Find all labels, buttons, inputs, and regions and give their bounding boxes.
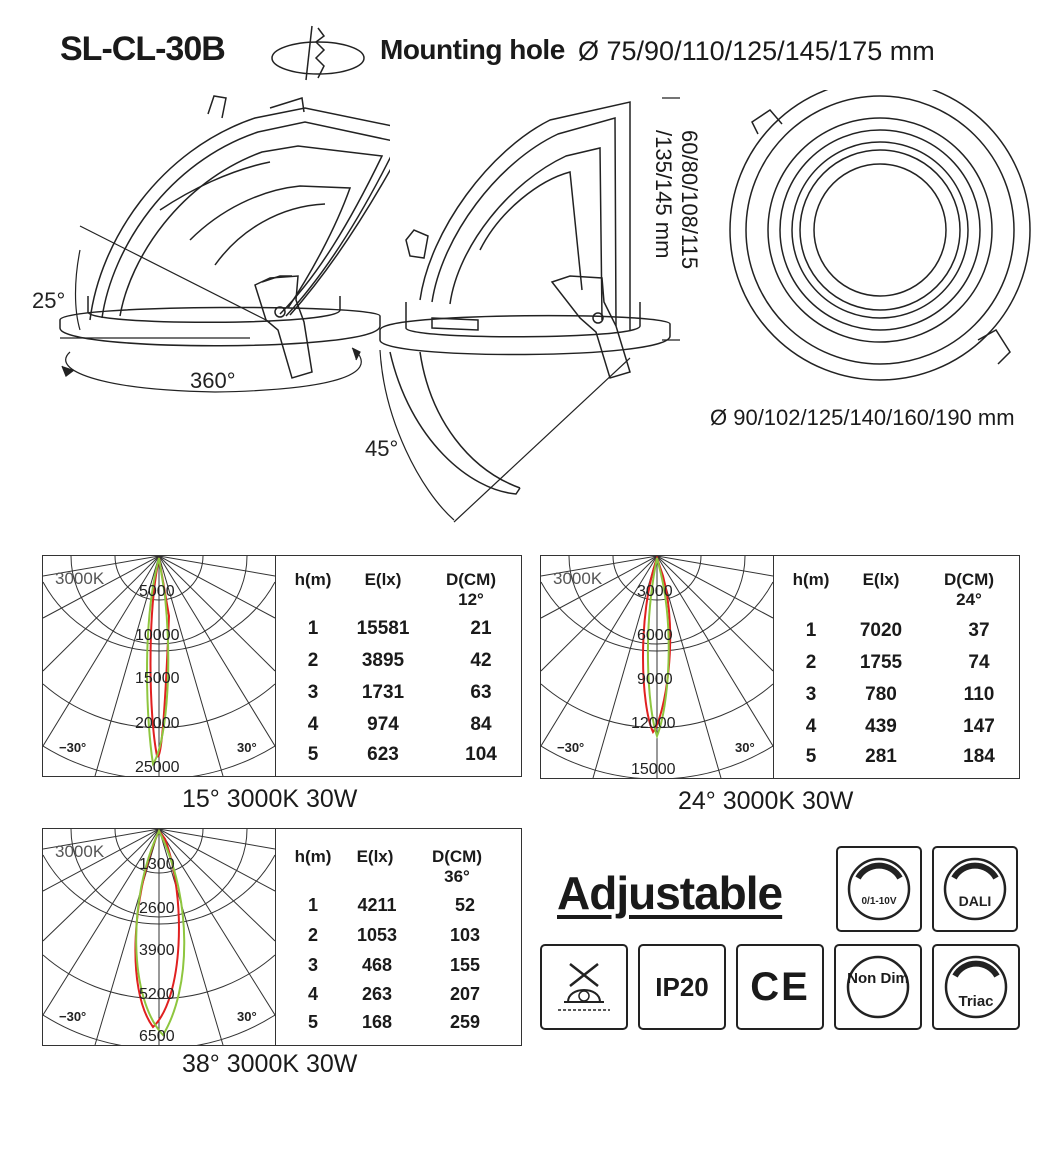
polar-chart-15 xyxy=(43,556,276,776)
triac-dial-icon xyxy=(934,946,1018,1028)
header-beam: 12° xyxy=(458,590,484,609)
tilt-angle-label: 25° xyxy=(32,288,66,313)
cell-h: 2 xyxy=(307,925,318,945)
left-angle-label: −30° xyxy=(59,740,87,755)
cell-e: 281 xyxy=(865,746,897,767)
table-body xyxy=(291,618,513,774)
cell-e: 4211 xyxy=(357,895,397,915)
swivel-view-drawing xyxy=(370,90,680,530)
dimming-010v-badge xyxy=(836,846,922,932)
cell-d: 104 xyxy=(465,744,497,765)
table-row xyxy=(789,620,1011,652)
ring-label: 6000 xyxy=(637,627,673,644)
mounting-hole-value: Ø 75/90/110/125/145/175 mm xyxy=(578,36,935,66)
ring-label: 5200 xyxy=(139,986,175,1003)
right-angle-label: 30° xyxy=(735,740,755,755)
height-dimension: 60/80/108/115 /135/145 mm xyxy=(651,130,702,270)
header-d: D(CM) xyxy=(445,570,497,589)
table-row xyxy=(291,744,513,774)
mounting-hole-icon xyxy=(268,22,378,82)
header-beam: 24° xyxy=(956,590,982,609)
table-row xyxy=(789,684,1011,716)
cct-label: 3000K xyxy=(553,569,603,588)
table-body xyxy=(291,895,513,1040)
non-dim-circle-icon xyxy=(836,946,920,1028)
table-row xyxy=(291,1012,513,1040)
cell-h: 5 xyxy=(307,1012,318,1032)
cell-d: 52 xyxy=(454,895,476,915)
cell-e: 3895 xyxy=(361,650,405,671)
cell-h: 2 xyxy=(307,650,319,671)
mounting-hole-label: Mounting hole xyxy=(380,34,565,65)
panel-caption: 38° 3000K 30W xyxy=(182,1050,358,1078)
cell-e: 168 xyxy=(361,1012,393,1032)
ring-label: 2600 xyxy=(139,900,175,917)
triac-badge xyxy=(932,944,1020,1030)
ce-badge xyxy=(736,944,824,1030)
cell-d: 147 xyxy=(963,716,995,737)
badge-triac-text: Triac xyxy=(958,993,994,1010)
cell-d: 21 xyxy=(470,618,492,639)
panel-caption: 24° 3000K 30W xyxy=(678,787,854,815)
polar-chart-24 xyxy=(541,556,774,778)
left-angle-label: −30° xyxy=(557,740,585,755)
cell-e: 1053 xyxy=(356,925,398,945)
cell-h: 1 xyxy=(307,618,319,639)
non-dim-badge xyxy=(834,944,922,1030)
no-insulation-cover-icon xyxy=(542,946,626,1028)
cell-h: 1 xyxy=(307,895,318,915)
cell-h: 5 xyxy=(805,746,817,767)
cell-e: 974 xyxy=(367,714,399,735)
table-row xyxy=(291,984,513,1012)
header-d: D(CM) xyxy=(431,847,483,866)
badge-dali-text: DALI xyxy=(958,893,992,909)
cell-e: 439 xyxy=(865,716,897,737)
ring-label: 20000 xyxy=(135,715,180,732)
photometric-panel-38 xyxy=(42,828,522,1046)
ring-label: 12000 xyxy=(631,715,676,732)
cell-e: 780 xyxy=(865,684,897,705)
ring-label: 15000 xyxy=(135,670,180,687)
cell-e: 1731 xyxy=(361,682,405,703)
badge-010v-text: 0/1-10V xyxy=(861,896,897,907)
swivel-angle-label: 45° xyxy=(365,436,399,461)
tilt-view-drawing xyxy=(40,90,390,410)
cell-h: 4 xyxy=(307,984,318,1004)
badge-ip-text: IP20 xyxy=(655,972,709,1002)
table-row xyxy=(789,716,1011,746)
model-number: SL-CL-30B xyxy=(60,30,225,68)
cell-h: 1 xyxy=(805,620,817,641)
left-angle-label: −30° xyxy=(59,1009,87,1024)
ring-label: 10000 xyxy=(135,627,180,644)
cct-label: 3000K xyxy=(55,842,105,861)
header-d: D(CM) xyxy=(943,570,995,589)
header-e: E(lx) xyxy=(862,570,900,589)
cell-h: 4 xyxy=(307,714,319,735)
ring-label: 15000 xyxy=(631,761,676,778)
table-row xyxy=(291,925,513,955)
table-row xyxy=(291,714,513,744)
ring-label: 3900 xyxy=(139,942,175,959)
header-beam: 36° xyxy=(444,867,470,886)
dimmer-dial-icon xyxy=(838,848,920,930)
header-e: E(lx) xyxy=(364,570,402,589)
cell-e: 263 xyxy=(361,984,393,1004)
cell-e: 623 xyxy=(367,744,399,765)
photometric-panel-24 xyxy=(540,555,1020,779)
header-h: h(m) xyxy=(294,570,332,589)
panel-caption: 15° 3000K 30W xyxy=(182,785,358,813)
front-view-drawing xyxy=(720,90,1050,390)
cell-d: 103 xyxy=(449,925,481,945)
ring-label: 5000 xyxy=(139,583,175,600)
cell-d: 155 xyxy=(449,955,481,975)
rotation-angle-label: 360° xyxy=(190,368,236,393)
cell-d: 110 xyxy=(963,684,995,705)
cell-e: 15581 xyxy=(356,618,410,639)
table-body xyxy=(789,620,1011,776)
cell-h: 2 xyxy=(805,652,817,673)
right-angle-label: 30° xyxy=(237,740,257,755)
cell-d: 184 xyxy=(963,746,995,767)
header-h: h(m) xyxy=(294,847,332,866)
cell-d: 37 xyxy=(968,620,990,641)
cell-e: 1755 xyxy=(859,652,903,673)
cell-e: 7020 xyxy=(859,620,903,641)
cct-label: 3000K xyxy=(55,569,105,588)
right-angle-label: 30° xyxy=(237,1009,257,1024)
dali-dial-icon xyxy=(934,848,1016,930)
ip20-badge xyxy=(638,944,726,1030)
cell-d: 63 xyxy=(470,682,492,703)
cell-d: 42 xyxy=(470,650,492,671)
cell-d: 259 xyxy=(449,1012,481,1032)
table-row xyxy=(291,650,513,682)
ring-label: 25000 xyxy=(135,759,180,776)
cell-h: 3 xyxy=(805,684,817,705)
diameter-dimension: Ø 90/102/125/140/160/190 mm xyxy=(710,405,1015,430)
photometric-panel-15 xyxy=(42,555,522,777)
no-cover-badge xyxy=(540,944,628,1030)
table-row xyxy=(291,955,513,984)
table-row xyxy=(789,746,1011,776)
cell-d: 207 xyxy=(449,984,481,1004)
badge-ce-text: CE xyxy=(750,965,810,1009)
table-row xyxy=(789,652,1011,684)
cell-h: 4 xyxy=(805,716,817,737)
badge-nondim-text: Non Dim xyxy=(847,970,909,987)
dali-badge xyxy=(932,846,1018,932)
table-row xyxy=(291,895,513,925)
header-h: h(m) xyxy=(792,570,830,589)
ring-label: 3000 xyxy=(637,583,673,600)
cell-d: 84 xyxy=(470,714,492,735)
cell-h: 5 xyxy=(307,744,319,765)
ring-label: 1300 xyxy=(139,856,175,873)
ring-label: 9000 xyxy=(637,671,673,688)
cell-h: 3 xyxy=(307,955,318,975)
cell-d: 74 xyxy=(968,652,990,673)
adjustable-heading: Adjustable xyxy=(557,867,783,919)
polar-chart-38 xyxy=(43,829,276,1045)
ring-label: 6500 xyxy=(139,1028,175,1045)
header-e: E(lx) xyxy=(356,847,394,866)
table-row xyxy=(291,682,513,714)
table-row xyxy=(291,618,513,650)
cell-e: 468 xyxy=(361,955,393,975)
cell-h: 3 xyxy=(307,682,319,703)
